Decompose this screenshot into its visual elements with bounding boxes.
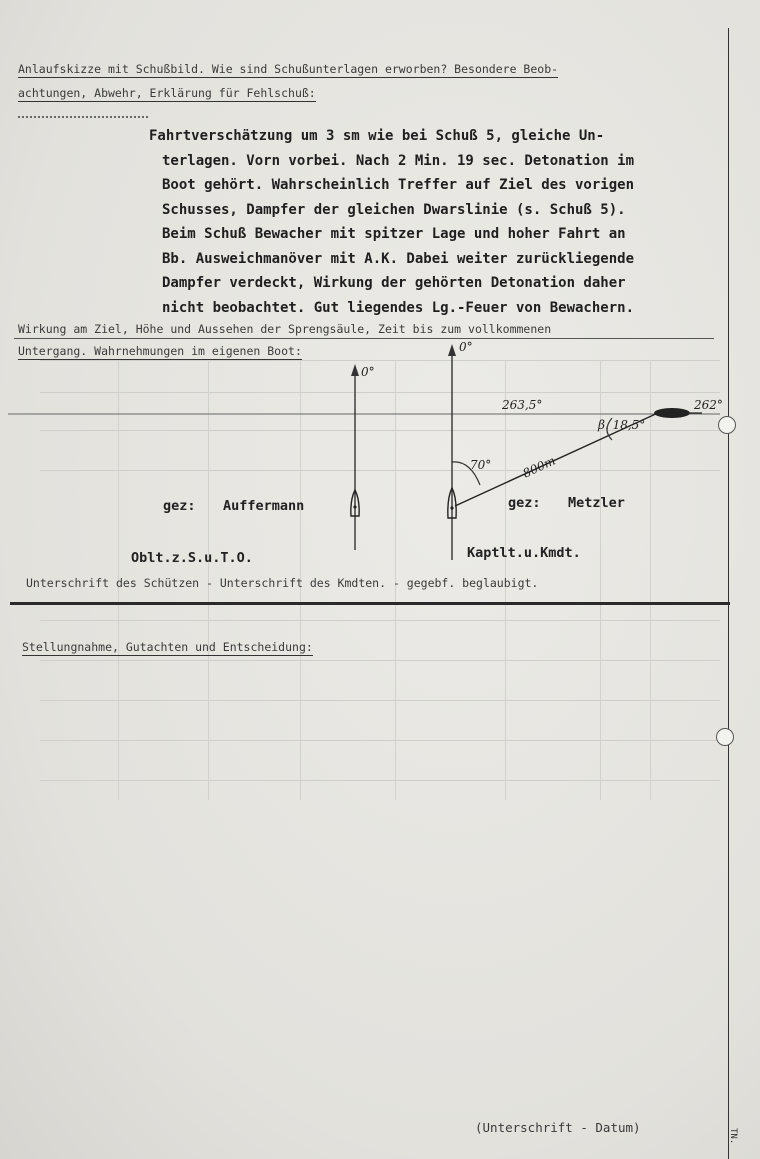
decision-section-label xyxy=(22,640,313,654)
commander-rank: Kaptlt.u.Kmdt. xyxy=(467,545,581,561)
punch-hole-upper xyxy=(718,416,736,434)
right-boat-dot xyxy=(450,506,453,509)
report-line: Beim Schuß Bewacher mit spitzer Lage und hoher Fahrt an xyxy=(162,226,626,242)
report-line: terlagen. Vorn vorbei. Nach 2 Min. 19 sec. Detonation im xyxy=(162,152,635,169)
side-mark: TN. xyxy=(728,1128,738,1145)
distance-label: 800m xyxy=(520,453,558,481)
beta-label: β. 18,5° xyxy=(598,418,646,432)
shooter-rank: Oblt.z.S.u.T.O. xyxy=(131,550,253,566)
report-line: Fahrtverschätzung um 3 sm wie bei Schuß 5, gleiche Un- xyxy=(149,128,605,144)
shooter-signature-name: Auffermann xyxy=(223,498,305,514)
left-north-arrow xyxy=(351,364,359,376)
right-gez-label: gez: xyxy=(508,495,541,511)
report-line: Boot gehört. Wahrscheinlich Treffer auf Ziel des vorigen xyxy=(162,177,635,193)
report-line: Schusses, Dampfer der gleichen Dwarslinie (s. Schuß 5). xyxy=(162,201,626,218)
target-course-label: 263,5° xyxy=(502,398,543,412)
target-heading-label: 262° xyxy=(694,398,723,412)
right-bearing-label: 0° xyxy=(459,340,473,354)
sketch-label-line2: achtungen, Abwehr, Erklärung für Fehlschuß: xyxy=(18,86,316,100)
report-line: nicht beobachtet. Gut liegendes Lg.-Feuer von Bewachern. xyxy=(162,299,635,316)
signature-caption: Unterschrift des Schützen - Unterschrift des Kmdten. - gegebf. beglaubigt. xyxy=(26,576,539,590)
effect-label-line1: Wirkung am Ziel, Höhe und Aussehen der Sprengsäule, Zeit bis zum vollkommenen xyxy=(18,322,552,336)
footer-signature-label: (Unterschrift - Datum) xyxy=(475,1120,641,1135)
commander-signature-name: Metzler xyxy=(568,495,625,511)
punch-hole-lower xyxy=(716,728,734,746)
section-divider xyxy=(10,602,730,605)
left-boat-dot xyxy=(353,505,356,508)
left-bearing-label: 0° xyxy=(361,365,375,379)
attack-angle-label: 70° xyxy=(470,458,492,472)
sketch-label-line1: Anlaufskizze mit Schußbild. Wie sind Schußunterlagen erworben? Besondere Beob- xyxy=(18,62,559,76)
target-ship-icon xyxy=(654,408,690,418)
attack-sketch xyxy=(0,0,760,560)
report-line: Dampfer verdeckt, Wirkung der gehörten Detonation daher xyxy=(162,275,626,291)
left-gez-label: gez: xyxy=(163,498,196,514)
effect-label-line2: Untergang. Wahrnehmungen im eigenen Boot: xyxy=(18,344,302,358)
decision-label-text: Stellungnahme, Gutachten und Entscheidung: xyxy=(22,640,313,654)
report-line: Bb. Ausweichmanöver mit A.K. Dabei weiter zurückliegende xyxy=(162,250,635,267)
right-margin-line xyxy=(728,28,729,1159)
right-north-arrow xyxy=(448,344,456,356)
